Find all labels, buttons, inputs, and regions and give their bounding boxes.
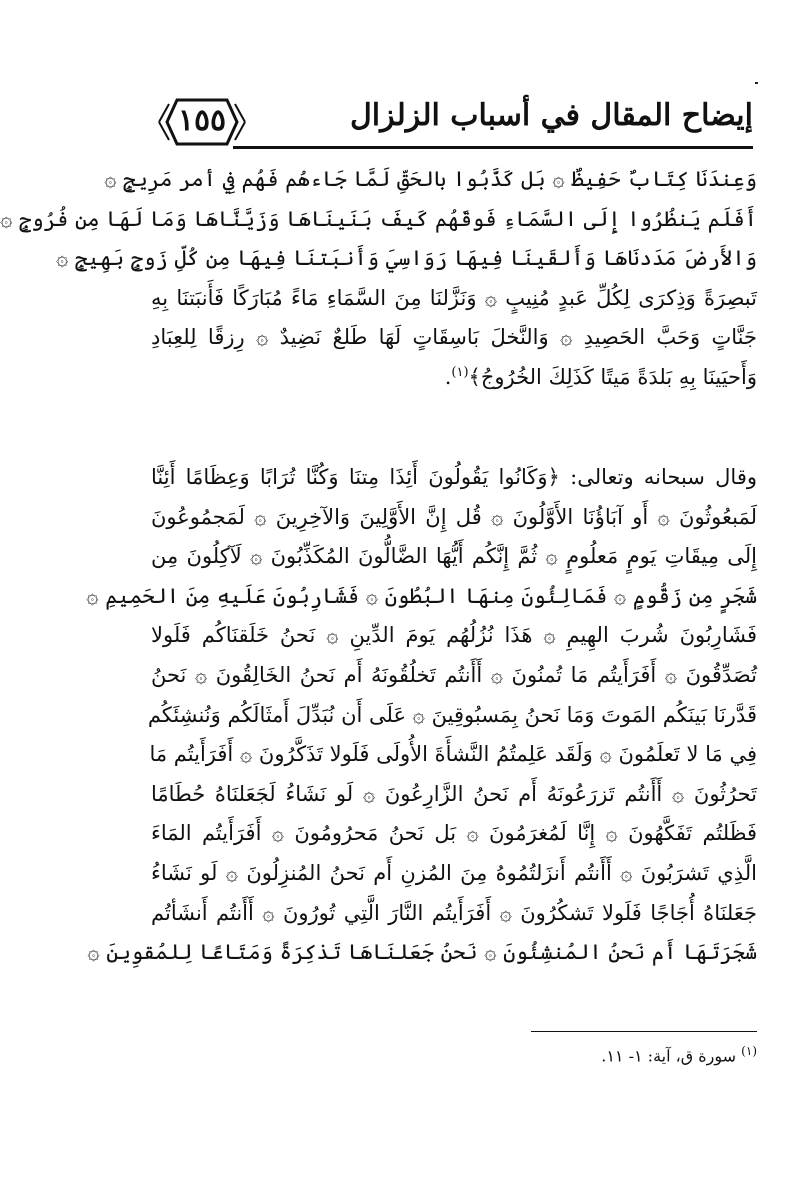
text-line: جَعَلنَاهُ أُجَاجًا فَلَولا تَشكُرُونَ ۞ أَفَرَأَيتُم النَّارَ الَّتِي تُورُونَ ۞ أَأَنتُم أَنشَأتُم xyxy=(151,900,757,925)
text-line: الَّذِي تَشرَبُونَ ۞ أَأَنتُم أَنزَلتُمُوهُ مِنَ المُزنِ أَم نَحنُ المُنزِلُونَ ۞ لَو نَشَاءُ xyxy=(151,860,757,885)
page-header xyxy=(157,92,753,154)
text-line-last xyxy=(151,358,757,398)
page-number: ١٥٥ xyxy=(177,103,227,138)
paragraph-2 xyxy=(86,458,757,973)
text-line: جَنَّاتٍ وَحَبَّ الحَصِيدِ ۞ وَالنَّخلَ بَاسِقَاتٍ لَهَا طَلعٌ نَضِيدٌ ۞ رِزقًا لِلعِبَادِ xyxy=(151,325,757,350)
end-punctuation: . xyxy=(444,364,452,389)
footnote-number: (١) xyxy=(741,1044,757,1058)
text-line: شَجَرٍ مِن زَقُّومٍ ۞ فَمَالِئُونَ مِنهَا البُطُونَ ۞ فَشَارِبُونَ عَلَيهِ مِنَ الحَمِيمِ ۞ xyxy=(86,583,757,608)
scan-speck xyxy=(755,82,758,84)
text-line: أَفَلَم يَنظُرُوا إِلَى السَّمَاءِ فَوقَهُم كَيفَ بَنَينَاهَا وَزَيَّنَّاهَا وَمَا لَهَا مِن فُرُوجٍ ۞ xyxy=(0,206,757,231)
text-line: فِي مَا لا تَعلَمُونَ ۞ وَلَقَد عَلِمتُمُ النَّشأَةَ الأُولَى فَلَولا تَذَكَّرُونَ ۞ أَفَرَأَيتُم مَا xyxy=(149,742,757,767)
text-line: وقال سبحانه وتعالى: ﴿وَكَانُوا يَقُولُونَ أَئِذَا مِتنَا وَكُنَّا تُرَابًا وَعِظَامًا أَئِنَّا xyxy=(151,465,757,489)
text-line: تَبصِرَةً وَذِكرَى لِكُلِّ عَبدٍ مُنِيبٍ ۞ وَنَزَّلنَا مِنَ السَّمَاءِ مَاءً مُبَارَكًا فَأَنبَتنَا بِهِ xyxy=(151,285,757,310)
page-number-badge xyxy=(157,92,247,152)
text-line: قَدَّرنَا بَينَكُم المَوتَ وَمَا نَحنُ بِمَسبُوقِينَ ۞ عَلَى أَن نُبَدِّلَ أَمثَالَكُم وَنُنشِئَكُم xyxy=(147,702,757,727)
text-line: إِلَى مِيقَاتِ يَومٍ مَعلُومٍ ۞ ثُمَّ إِنَّكُم أَيُّهَا الضَّالُّونَ المُكَذِّبُونَ ۞ لَآكِلُونَ مِن xyxy=(151,544,757,569)
running-title: إيضاح المقال في أسباب الزلزال xyxy=(349,98,753,133)
text-line: شَجَرَتَهَا أَم نَحنُ المُنشِئُونَ ۞ نَحنُ جَعَلنَاهَا تَذكِرَةً وَمَتَاعًا لِلمُقوِينَ ۞ xyxy=(87,940,757,965)
text-line: وَالأَرضَ مَدَدنَاهَا وَأَلقَينَا فِيهَا رَوَاسِيَ وَأَنبَتنَا فِيهَا مِن كُلِّ زَوجٍ بَهِيجٍ ۞ xyxy=(56,246,757,271)
header-rule xyxy=(233,146,753,149)
text-line: وَعِندَنَا كِتَابٌ حَفِيظٌ ۞ بَل كَذَّبُوا بالحَقِّ لَمَّا جَاءهُم فَهُم فِي أمر مَرِيجٍ ۞ xyxy=(104,167,757,191)
text-line: تَحرُثُونَ ۞ أَأَنتُم تَزرَعُونَهُ أَم نَحنُ الزَّارِعُونَ ۞ لَو نَشَاءُ لَجَعَلنَاهُ حُطَامًا xyxy=(151,781,757,806)
text-line: لَمَبعُوثُونَ ۞ أَو آبَاؤُنَا الأَوَّلُونَ ۞ قُل إِنَّ الأَوَّلِينَ وَالآخِرِينَ ۞ لَمَجمُوعُونَ xyxy=(151,504,757,529)
text-line: فَظَلتُم تَفَكَّهُونَ ۞ إِنَّا لَمُغرَمُونَ ۞ بَل نَحنُ مَحرُومُونَ ۞ أَفَرَأَيتُم المَاءَ xyxy=(151,821,757,846)
footnote-rule xyxy=(531,1031,757,1032)
footnote-text: سورة ق، آية: ١- ١١. xyxy=(601,1046,737,1066)
paragraph-1 xyxy=(0,160,757,398)
text-line: فَشَارِبُونَ شُربَ الهِيمِ ۞ هَذَا نُزُلُهُم يَومَ الدِّينِ ۞ نَحنُ خَلَقنَاكُم فَلَولا xyxy=(151,623,757,648)
footnote xyxy=(601,1044,757,1065)
text-line: تُصَدِّقُونَ ۞ أَفَرَأَيتُم مَا تُمنُونَ ۞ أَأَنتُم تَخلُقُونَهُ أَم نَحنُ الخَالِقُونَ ۞ نَحنُ xyxy=(151,662,757,687)
text-line-content: وَأَحيَينَا بِهِ بَلدَةً مَيتًا كَذَلِكَ الخُرُوجُ﴾ xyxy=(468,364,757,389)
footnote-marker: (١) xyxy=(451,364,469,380)
